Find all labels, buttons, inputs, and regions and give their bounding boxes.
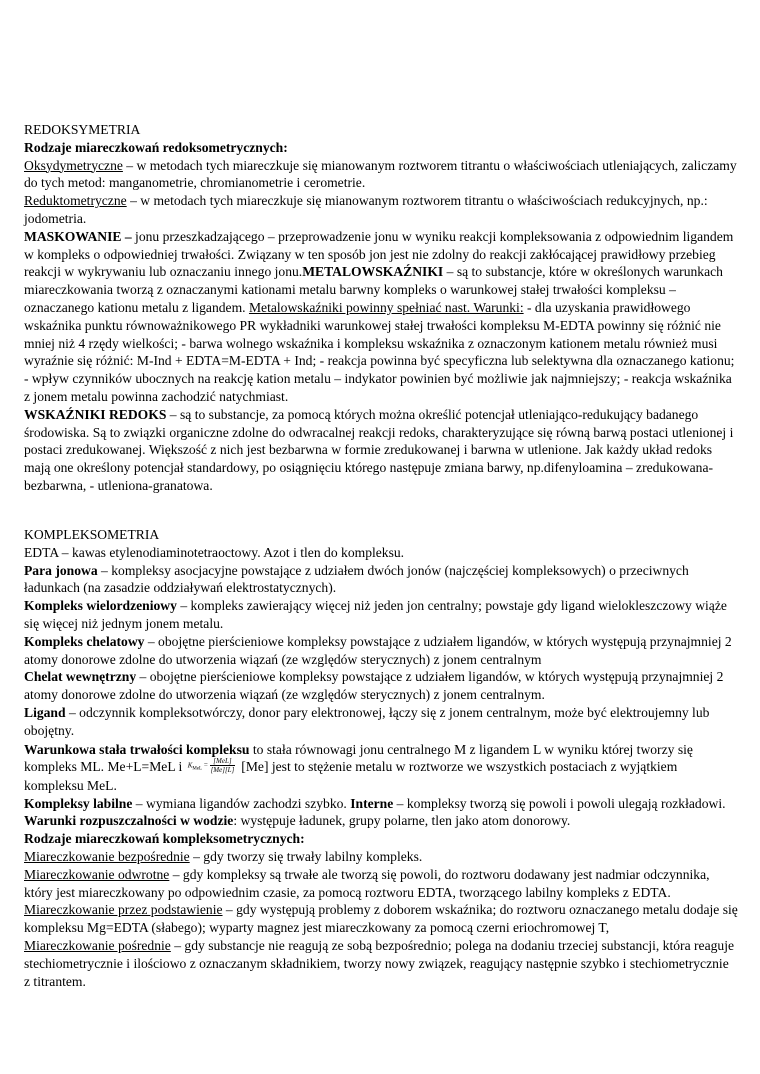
odwrotne-paragraph: Miareczkowanie odwrotne – gdy kompleksy są trwałe ale tworzą się powoli, do roztworu dodawany jest nadmiar odczynnika, który jest miareczkowany po odpowiednim czasie, za pomocą roztworu EDTA, tworzącego labilny kompleks z EDTA.: [24, 866, 710, 900]
chelat-wewnetrzny-term: Chelat wewnętrzny: [24, 669, 137, 685]
rozpuszczalnosc-term: Warunki rozpuszczalności w wodzie: [24, 813, 234, 829]
wielordzeniowy-term: Kompleks wielordzeniowy: [24, 598, 177, 614]
metalowskazniki-term: METALOWSKAŹNIKI: [302, 264, 444, 280]
labilne-paragraph: Kompleksy labilne – wymiana ligandów zachodzi szybko. Interne – kompleksy tworzą się powoli i powoli ulegają rozkładowi. Warunki rozpuszczalności w wodzie: występuje ładunek, grupy polarne, tlen jako atom donorowy.: [24, 795, 726, 829]
chelat-wewnetrzny-paragraph: Chelat wewnętrzny – obojętne pierścieniowe kompleksy powstające z udziałem ligandów, w których występują przynajmniej 2 atomy donorowe zdolne do utworzenia wiązań (ze względów sterycznych) z jonem centralnym.: [24, 669, 724, 703]
posrednie-paragraph: Miareczkowanie pośrednie – gdy substancje nie reagują ze sobą bezpośrednio; polega na dodaniu trzeciej substancji, która reaguje stechiometrycznie i ilościowo z oznaczanym składnikiem, tworzy nowy związek, reagujący następnie szybko i stechiometrycznie z titrantem.: [24, 937, 735, 989]
komplekso-section: [24, 526, 738, 990]
stability-constant-formula: $K_{MeL}$ = $\frac{\text{[MeL]}}{[Me][L]}$: [187, 756, 235, 774]
podstawienie-term: Miareczkowanie przez podstawienie: [24, 902, 223, 918]
redox-types-heading: Rodzaje miareczkowań redoksometrycznych:: [24, 139, 288, 155]
odwrotne-term: Miareczkowanie odwrotne: [24, 866, 170, 882]
komplekso-title: KOMPLEKSOMETRIA: [24, 527, 160, 542]
para-jonowa-paragraph: Para jonowa – kompleksy asocjacyjne powstające z udziałem dwóch jonów (najczęściej kompleksowych) o przeciwnych ładunkach (na zasadzie oddziaływań elektrostatycznych).: [24, 562, 689, 596]
chelatowy-paragraph: Kompleks chelatowy – obojętne pierścieniowe kompleksy powstające z udziałem ligandów, w których występują przynajmniej 2 atomy donorowe zdolne do utworzenia wiązań (ze względów sterycznych) z jonem centralnym: [24, 633, 732, 667]
bezposrednie-term: Miareczkowanie bezpośrednie: [24, 848, 190, 864]
chelatowy-term: Kompleks chelatowy: [24, 633, 145, 649]
wskazniki-redoks-paragraph: WSKAŹNIKI REDOKS – są to substancje, za pomocą których można określić potencjał utleniająco-redukujący badanego środowiska. Są to związki organiczne zdolne do odwracalnej reakcji redoks, charakteryzujące się równą barwą postaci utlenionej i postaci zredukowanej. Większość z nich jest bezbarwna w formie zredukowanej i barwna w utlenione. Jak każdy układ redoks mają one określony potencjał standardowy, po osiągnięciu którego następuje zmiana barwy, np.difenyloamina – zredukowana-bezbarwna, - utleniona-granatowa.: [24, 406, 734, 493]
redox-section: [24, 121, 738, 495]
posrednie-term: Miareczkowanie pośrednie: [24, 937, 171, 953]
oksydymetryczne-paragraph: Oksydymetryczne – w metodach tych miareczkuje się mianowanym roztworem titrantu o właściwościach utleniających, zaliczamy do tych metod: manganometrie, chromianometrie i cerometrie.: [24, 157, 737, 191]
edta-paragraph: EDTA – kawas etylenodiaminotetraoctowy. Azot i tlen do kompleksu.: [24, 544, 405, 560]
labilne-term: Kompleksy labilne: [24, 795, 133, 811]
para-jonowa-term: Para jonowa: [24, 562, 98, 578]
reduktometryczne-paragraph: Reduktometryczne – w metodach tych miareczkuje się mianowanym roztworem titrantu o właściwościach redukcyjnych, np.: jodometria.: [24, 193, 708, 226]
wielordzeniowy-paragraph: Kompleks wielordzeniowy – kompleks zawierający więcej niż jeden jon centralny; powstaje gdy ligand wielokleszczowy wiąże się więcej niż jednym jonem metalu.: [24, 598, 727, 631]
oksydymetryczne-term: Oksydymetryczne: [24, 157, 123, 173]
maskowanie-paragraph: MASKOWANIE – jonu przeszkadzającego – przeprowadzenie jonu w wyniku reakcji kompleksowania z odpowiednim ligandem w kompleks o odpowiedniej trwałości. Związany w ten sposób jon jest nie zdolny do reakcji zakłócającej prawidłowy przebieg reakcji w wykrywaniu lub oznaczaniu innego jonu.METALOWSKAŹNIKI – są to substancje, które w określonych warunkach miareczkowania tworzą z oznaczanymi kationami metalu barwny kompleks o warunkowej stałej trwałości kompleksu – oznaczanego kationu metalu z ligandem. Metalowskaźniki powinny spełniać nast. Warunki: - dla uzyskania prawidłowego wskaźnika punktu równoważnikowego PR wykładniki warunkowej stałej trwałości kompleksu M-EDTA powinny się różnić nie mniej niż 4 rzędy wielkości; - barwa wolnego wskaźnika i kompleksu wskaźnika z oznaczonym kationem metalu również musi wyraźnie się różnić: M-Ind + EDTA=M-EDTA + Ind; - reakcja powinna być specyficzna lub selektywna dla oznaczanego kationu; - wpływ czynników ubocznych na reakcję kation metalu – indykator powinien być możliwie jak najmniejszy; - reakcja wskaźnika z jonem metalu powinna zachodzić natychmiast.: [24, 228, 735, 404]
komplekso-types-heading: Rodzaje miareczkowań kompleksometrycznych:: [24, 831, 305, 847]
redox-title: REDOKSYMETRIA: [24, 122, 141, 137]
warunkowa-stala-term: Warunkowa stała trwałości kompleksu: [24, 741, 250, 757]
warunkowa-stala-paragraph: Warunkowa stała trwałości kompleksu to stała równowagi jonu centralnego M z ligandem L w wyniku której tworzy się kompleks ML. Me+L=MeL i $K_{MeL}$ = $\frac{\text{[MeL]}}{[Me][L]}$ [Me] jest to stężenie metalu w roztworze we wszystkich postaciach z wyjątkiem kompleksu MeL.: [24, 741, 693, 793]
ligand-paragraph: Ligand – odczynnik kompleksotwórczy, donor pary elektronowej, łączy się z jonem centralnym, może być elektroujemny lub obojętny.: [24, 704, 710, 738]
wskazniki-redoks-term: WSKAŹNIKI REDOKS: [24, 406, 167, 422]
maskowanie-term: MASKOWANIE –: [24, 228, 132, 244]
bezposrednie-paragraph: Miareczkowanie bezpośrednie – gdy tworzy się trwały labilny kompleks.: [24, 848, 423, 864]
ligand-term: Ligand: [24, 704, 66, 720]
reduktometryczne-term: Reduktometryczne: [24, 193, 127, 209]
metalowskazniki-requirements-term: Metalowskaźniki powinny spełniać nast. Warunki:: [248, 299, 524, 315]
interne-term: Interne: [350, 795, 394, 811]
podstawienie-paragraph: Miareczkowanie przez podstawienie – gdy występują problemy z doborem wskaźnika; do roztworu oznaczanego metalu dodaje się kompleksu Mg=EDTA (słabego); wyparty magnez jest miareczkowany za pomocą czerni eriochromowej T,: [24, 902, 738, 936]
